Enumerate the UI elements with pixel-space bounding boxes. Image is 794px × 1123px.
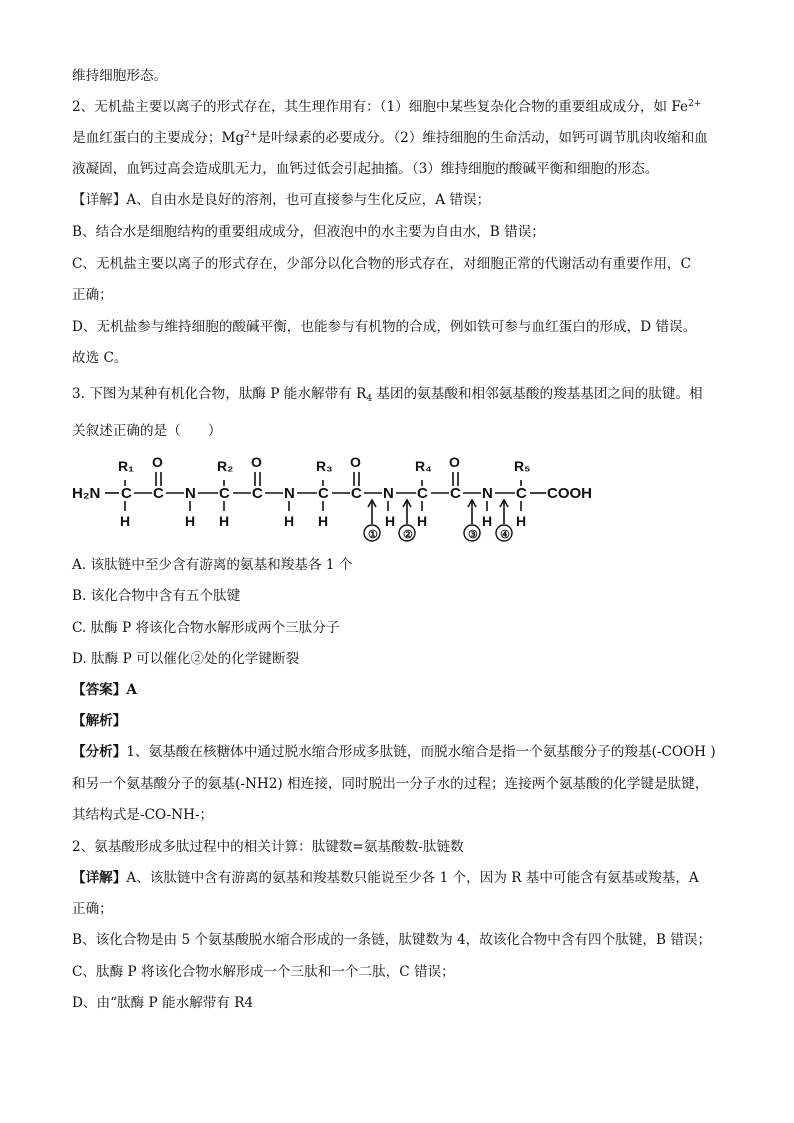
carbonyl-carbon: C: [153, 485, 164, 502]
alpha-carbon: C: [318, 485, 329, 502]
text-line: 其结构式是-CO-NH-；: [72, 807, 214, 823]
alpha-carbon: C: [219, 485, 230, 502]
marker-4: ④: [500, 529, 510, 541]
text-line: 【详解】A、自由水是良好的溶剂，也可直接参与生化反应，A 错误；: [72, 192, 491, 208]
r-group-1: R₁: [118, 458, 134, 474]
carbonyl-carbon: C: [252, 485, 263, 502]
r-group-2: R₂: [217, 458, 234, 474]
text-line: 2、氨基酸形成多肽过程中的相关计算：肽键数=氨基酸数-肽链数: [72, 839, 464, 855]
text-line: 正确；: [72, 901, 113, 917]
text-line: 维持细胞形态。: [72, 68, 168, 84]
text-line: C、肽酶 P 将该化合物水解形成一个三肽和一个二肽，C 错误；: [72, 964, 455, 980]
option-a: A. 该肽链中至少含有游离的氨基和羧基各 1 个: [72, 557, 353, 573]
text-line: 是血红蛋白的主要成分；$Mg^{2+}$是叶绿素的必要成分。（2）维持细胞的生命活动，如钙可调节肌肉收缩和血: [72, 130, 708, 146]
option-c: C. 肽酶 P 将该化合物水解形成两个三肽分子: [72, 620, 340, 636]
marker-1: ①: [368, 529, 378, 541]
oxygen-atom: O: [152, 454, 163, 470]
question-stem: 关叙述正确的是（ ）: [72, 423, 222, 439]
option-d: D. 肽酶 P 可以催化②处的化学键断裂: [72, 651, 300, 667]
text-line: D、无机盐参与维持细胞的酸碱平衡，也能参与有机物的合成，例如铁可参与血红蛋白的形成，D 错误。: [72, 319, 697, 335]
h-atom: H: [185, 513, 196, 529]
alpha-carbon: C: [516, 485, 527, 502]
oxygen-atom: O: [251, 454, 262, 470]
text-line: C、无机盐主要以离子的形式存在，少部分以化合物的形式存在，对细胞正常的代谢活动有重要作用，C: [72, 256, 691, 272]
h-atom: H: [482, 513, 493, 529]
text-line: 2、无机盐主要以离子的形式存在，其生理作用有：（1）细胞中某些复杂化合物的重要组成成分，如 $Fe^{2+}$: [72, 99, 702, 115]
answer-line: 【答案】A: [72, 682, 137, 698]
analysis-heading: 【解析】: [72, 713, 127, 729]
text-line: B、该化合物是由 5 个氨基酸脱水缩合形成的一条链，肽键数为 4，故该化合物中含有四个肽键，B 错误；: [72, 932, 712, 948]
carbonyl-carbon: C: [450, 485, 461, 502]
nitrogen-atom: N: [482, 485, 493, 502]
text-line: 正确；: [72, 287, 113, 303]
alpha-carbon: C: [121, 485, 132, 502]
marker-2: ②: [403, 529, 413, 541]
h-atom: H: [219, 513, 230, 529]
text-line: B、结合水是细胞结构的重要组成成分，但液泡中的水主要为自由水，B 错误；: [72, 224, 545, 240]
h-atom: H: [516, 513, 527, 529]
h-atom: H: [284, 513, 295, 529]
text-line: 【详解】A、该肽链中含有游离的氨基和羧基数只能说至少各 1 个，因为 R 基中可能含有氨基或羧基，A: [72, 870, 699, 886]
nitrogen-atom: N: [284, 485, 295, 502]
r-group-5: R₅: [514, 458, 531, 474]
option-b: B. 该化合物中含有五个肽键: [72, 588, 241, 604]
text-line: 液凝固，血钙过高会造成肌无力，血钙过低会引起抽搐。（3）维持细胞的酸碱平衡和细胞的形态。: [72, 161, 659, 177]
r-group-4: R₄: [415, 458, 432, 474]
alpha-carbon: C: [417, 485, 428, 502]
carbonyl-carbon: C: [351, 485, 362, 502]
peptide-structure-figure: [72, 450, 612, 546]
question-stem: 3. 下图为某种有机化合物，肽酶 P 能水解带有 $R_4$ 基团的氨基酸和相邻氨基酸的羧基基团之间的肽键。相: [72, 386, 703, 404]
h-atom: H: [417, 513, 428, 529]
text-line: 【分析】1、氨基酸在核糖体中通过脱水缩合形成多肽链，而脱水缩合是指一个氨基酸分子的羧基(-COOH ): [72, 744, 716, 760]
text-line: 故选 C。: [72, 350, 128, 366]
h-atom: H: [318, 513, 329, 529]
h-atom: H: [120, 513, 131, 529]
oxygen-atom: O: [350, 454, 361, 470]
nitrogen-atom: N: [185, 485, 196, 502]
r-group-3: R₃: [316, 458, 333, 474]
c-terminal-label: COOH: [547, 485, 592, 502]
oxygen-atom: O: [449, 454, 460, 470]
n-terminal-label: H₂N: [72, 485, 101, 502]
marker-3: ③: [468, 529, 478, 541]
text-line: D、由“肽酶 P 能水解带有 R4: [72, 995, 254, 1011]
text-line: 和另一个氨基酸分子的氨基(-NH2) 相连接，同时脱出一分子水的过程；连接两个氨基酸的化学键是肽键，: [72, 776, 709, 792]
nitrogen-atom: N: [383, 485, 394, 502]
h-atom: H: [385, 513, 396, 529]
